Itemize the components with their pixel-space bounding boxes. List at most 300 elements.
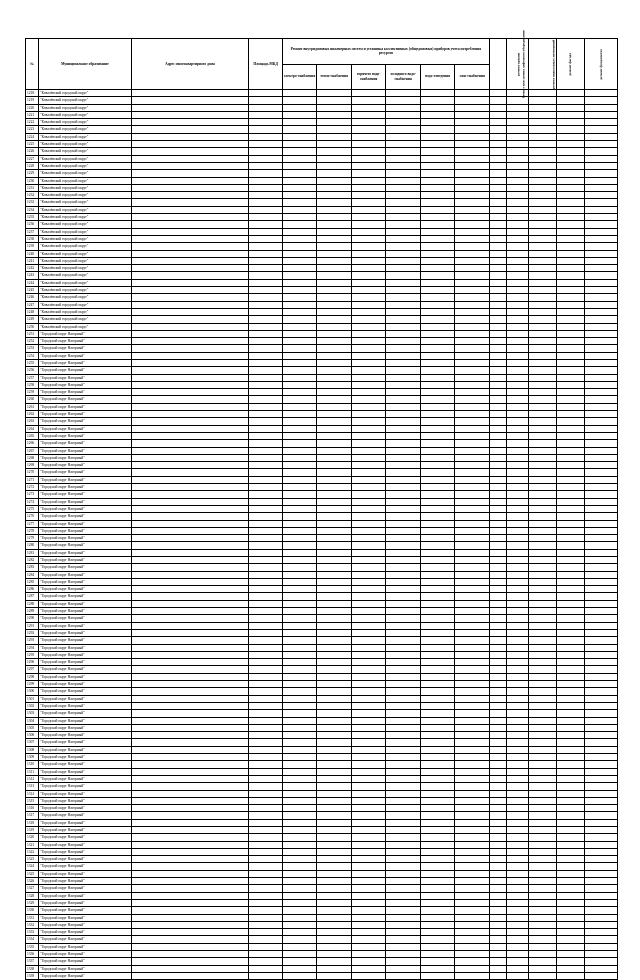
row-number: 1333 xyxy=(26,929,39,936)
row-number: 1267 xyxy=(26,447,39,454)
row-number: 1320 xyxy=(26,834,39,841)
row-gas-years xyxy=(455,330,490,337)
row-heating-years xyxy=(317,571,352,578)
row-roof-years xyxy=(507,659,528,666)
table-row xyxy=(26,97,618,104)
row-hot-water-years xyxy=(351,681,386,688)
row-sewerage-years xyxy=(420,454,455,461)
row-address xyxy=(131,797,249,804)
row-sewerage-years xyxy=(420,951,455,958)
row-facade-years xyxy=(556,644,584,651)
row-gas-years xyxy=(455,885,490,892)
row-number: 1238 xyxy=(26,235,39,242)
row-electricity-years xyxy=(282,586,317,593)
row-sewerage-years xyxy=(420,929,455,936)
row-heating-years xyxy=(317,520,352,527)
row-electricity-years xyxy=(282,972,317,979)
row-basement-years xyxy=(528,600,556,607)
row-number: 1237 xyxy=(26,228,39,235)
table-row xyxy=(26,564,618,571)
row-facade-years xyxy=(556,505,584,512)
row-heating-years xyxy=(317,710,352,717)
row-number: 1278 xyxy=(26,527,39,534)
table-body xyxy=(26,90,618,980)
row-number: 1322 xyxy=(26,848,39,855)
row-roof-years xyxy=(507,411,528,418)
row-basement-years xyxy=(528,717,556,724)
row-elevator-years xyxy=(490,381,507,388)
row-foundation-years xyxy=(585,637,618,644)
row-elevator-years xyxy=(490,389,507,396)
row-electricity-years xyxy=(282,389,317,396)
table-row xyxy=(26,899,618,906)
row-area xyxy=(249,819,283,826)
row-municipality: "Городской округ Нагорный" xyxy=(39,834,131,841)
row-cold-water-years xyxy=(386,863,421,870)
row-foundation-years xyxy=(585,907,618,914)
row-hot-water-years xyxy=(351,454,386,461)
row-roof-years xyxy=(507,637,528,644)
row-facade-years xyxy=(556,447,584,454)
row-foundation-years xyxy=(585,505,618,512)
row-roof-years xyxy=(507,805,528,812)
row-heating-years xyxy=(317,104,352,111)
row-municipality: "Городской округ Нагорный" xyxy=(39,797,131,804)
header-basement xyxy=(528,39,556,90)
row-cold-water-years xyxy=(386,812,421,819)
row-foundation-years xyxy=(585,557,618,564)
row-basement-years xyxy=(528,367,556,374)
row-heating-years xyxy=(317,381,352,388)
row-roof-years xyxy=(507,462,528,469)
row-foundation-years xyxy=(585,549,618,556)
row-foundation-years xyxy=(585,491,618,498)
row-hot-water-years xyxy=(351,688,386,695)
header-gas: газо-снабжения xyxy=(455,64,490,90)
row-basement-years xyxy=(528,250,556,257)
row-number: 1268 xyxy=(26,454,39,461)
row-elevator-years xyxy=(490,761,507,768)
row-municipality: "Городской округ Нагорный" xyxy=(39,513,131,520)
row-municipality: "Городской округ Нагорный" xyxy=(39,841,131,848)
row-gas-years xyxy=(455,965,490,972)
row-foundation-years xyxy=(585,951,618,958)
row-gas-years xyxy=(455,287,490,294)
row-roof-years xyxy=(507,389,528,396)
row-number: 1270 xyxy=(26,469,39,476)
row-address xyxy=(131,287,249,294)
row-electricity-years xyxy=(282,308,317,315)
row-basement-years xyxy=(528,542,556,549)
row-number: 1305 xyxy=(26,724,39,731)
table-row xyxy=(26,491,618,498)
table-row xyxy=(26,294,618,301)
row-area xyxy=(249,432,283,439)
row-basement-years xyxy=(528,491,556,498)
row-electricity-years xyxy=(282,878,317,885)
row-foundation-years xyxy=(585,287,618,294)
row-hot-water-years xyxy=(351,936,386,943)
row-foundation-years xyxy=(585,542,618,549)
row-cold-water-years xyxy=(386,257,421,264)
row-electricity-years xyxy=(282,520,317,527)
row-basement-years xyxy=(528,111,556,118)
row-elevator-years xyxy=(490,250,507,257)
row-elevator-years xyxy=(490,345,507,352)
row-heating-years xyxy=(317,505,352,512)
table-row xyxy=(26,352,618,359)
row-facade-years xyxy=(556,593,584,600)
row-sewerage-years xyxy=(420,943,455,950)
row-area xyxy=(249,418,283,425)
row-basement-years xyxy=(528,155,556,162)
row-cold-water-years xyxy=(386,454,421,461)
row-foundation-years xyxy=(585,571,618,578)
row-area xyxy=(249,141,283,148)
row-elevator-years xyxy=(490,141,507,148)
row-municipality: "Ковалёвский городской округ" xyxy=(39,177,131,184)
row-municipality: "Городской округ Нагорный" xyxy=(39,870,131,877)
row-sewerage-years xyxy=(420,316,455,323)
row-address xyxy=(131,367,249,374)
row-address xyxy=(131,301,249,308)
row-foundation-years xyxy=(585,265,618,272)
table-row xyxy=(26,688,618,695)
row-basement-years xyxy=(528,775,556,782)
table-row xyxy=(26,104,618,111)
row-heating-years xyxy=(317,454,352,461)
row-elevator-years xyxy=(490,243,507,250)
row-municipality: "Городской округ Нагорный" xyxy=(39,571,131,578)
row-facade-years xyxy=(556,330,584,337)
row-heating-years xyxy=(317,447,352,454)
row-sewerage-years xyxy=(420,440,455,447)
row-sewerage-years xyxy=(420,403,455,410)
row-foundation-years xyxy=(585,111,618,118)
row-area xyxy=(249,958,283,965)
row-gas-years xyxy=(455,162,490,169)
row-sewerage-years xyxy=(420,754,455,761)
row-foundation-years xyxy=(585,381,618,388)
header-facade-label: ремонт фасада xyxy=(568,52,573,76)
table-row xyxy=(26,359,618,366)
row-area xyxy=(249,403,283,410)
row-cold-water-years xyxy=(386,104,421,111)
table-row xyxy=(26,754,618,761)
row-roof-years xyxy=(507,812,528,819)
row-facade-years xyxy=(556,403,584,410)
row-facade-years xyxy=(556,783,584,790)
row-elevator-years xyxy=(490,564,507,571)
row-cold-water-years xyxy=(386,899,421,906)
table-row xyxy=(26,432,618,439)
row-number: 1323 xyxy=(26,856,39,863)
row-electricity-years xyxy=(282,797,317,804)
row-sewerage-years xyxy=(420,505,455,512)
row-number: 1266 xyxy=(26,440,39,447)
row-hot-water-years xyxy=(351,921,386,928)
row-cold-water-years xyxy=(386,155,421,162)
row-heating-years xyxy=(317,338,352,345)
row-basement-years xyxy=(528,192,556,199)
row-hot-water-years xyxy=(351,557,386,564)
row-address xyxy=(131,359,249,366)
row-area xyxy=(249,812,283,819)
table-row xyxy=(26,834,618,841)
row-facade-years xyxy=(556,951,584,958)
row-basement-years xyxy=(528,914,556,921)
row-hot-water-years xyxy=(351,345,386,352)
row-area xyxy=(249,600,283,607)
row-number: 1290 xyxy=(26,615,39,622)
row-cold-water-years xyxy=(386,323,421,330)
row-area xyxy=(249,622,283,629)
row-address xyxy=(131,659,249,666)
row-cold-water-years xyxy=(386,265,421,272)
row-municipality: "Городской округ Нагорный" xyxy=(39,359,131,366)
row-gas-years xyxy=(455,221,490,228)
row-municipality: "Ковалёвский городской округ" xyxy=(39,250,131,257)
table-row xyxy=(26,870,618,877)
row-electricity-years xyxy=(282,812,317,819)
row-elevator-years xyxy=(490,870,507,877)
table-row xyxy=(26,695,618,702)
row-roof-years xyxy=(507,527,528,534)
row-electricity-years xyxy=(282,148,317,155)
row-electricity-years xyxy=(282,746,317,753)
row-number: 1301 xyxy=(26,695,39,702)
row-municipality: "Ковалёвский городской округ" xyxy=(39,206,131,213)
row-area xyxy=(249,323,283,330)
row-facade-years xyxy=(556,797,584,804)
row-basement-years xyxy=(528,578,556,585)
row-municipality: "Городской округ Нагорный" xyxy=(39,732,131,739)
row-number: 1259 xyxy=(26,389,39,396)
row-cold-water-years xyxy=(386,695,421,702)
table-row xyxy=(26,542,618,549)
row-number: 1256 xyxy=(26,367,39,374)
row-area xyxy=(249,593,283,600)
row-roof-years xyxy=(507,841,528,848)
row-gas-years xyxy=(455,826,490,833)
row-gas-years xyxy=(455,775,490,782)
row-hot-water-years xyxy=(351,899,386,906)
row-basement-years xyxy=(528,892,556,899)
table-row xyxy=(26,819,618,826)
row-electricity-years xyxy=(282,929,317,936)
row-basement-years xyxy=(528,571,556,578)
row-facade-years xyxy=(556,914,584,921)
row-gas-years xyxy=(455,359,490,366)
row-facade-years xyxy=(556,272,584,279)
row-facade-years xyxy=(556,608,584,615)
row-heating-years xyxy=(317,294,352,301)
row-elevator-years xyxy=(490,666,507,673)
table-row xyxy=(26,761,618,768)
row-area xyxy=(249,695,283,702)
row-cold-water-years xyxy=(386,316,421,323)
row-gas-years xyxy=(455,133,490,140)
row-hot-water-years xyxy=(351,651,386,658)
row-municipality: "Городской округ Нагорный" xyxy=(39,666,131,673)
row-number: 1263 xyxy=(26,418,39,425)
row-facade-years xyxy=(556,921,584,928)
row-foundation-years xyxy=(585,177,618,184)
row-heating-years xyxy=(317,359,352,366)
row-foundation-years xyxy=(585,484,618,491)
row-foundation-years xyxy=(585,724,618,731)
row-municipality: "Ковалёвский городской округ" xyxy=(39,104,131,111)
row-hot-water-years xyxy=(351,783,386,790)
row-facade-years xyxy=(556,440,584,447)
row-cold-water-years xyxy=(386,951,421,958)
row-facade-years xyxy=(556,929,584,936)
row-foundation-years xyxy=(585,615,618,622)
row-elevator-years xyxy=(490,943,507,950)
row-foundation-years xyxy=(585,797,618,804)
row-foundation-years xyxy=(585,688,618,695)
row-sewerage-years xyxy=(420,257,455,264)
row-electricity-years xyxy=(282,403,317,410)
row-roof-years xyxy=(507,768,528,775)
row-sewerage-years xyxy=(420,476,455,483)
row-cold-water-years xyxy=(386,586,421,593)
row-number: 1239 xyxy=(26,243,39,250)
row-address xyxy=(131,951,249,958)
row-hot-water-years xyxy=(351,578,386,585)
row-municipality: "Ковалёвский городской округ" xyxy=(39,228,131,235)
row-facade-years xyxy=(556,345,584,352)
row-elevator-years xyxy=(490,403,507,410)
row-heating-years xyxy=(317,724,352,731)
row-elevator-years xyxy=(490,659,507,666)
row-number: 1276 xyxy=(26,513,39,520)
row-electricity-years xyxy=(282,965,317,972)
row-basement-years xyxy=(528,272,556,279)
row-number: 1319 xyxy=(26,826,39,833)
row-area xyxy=(249,797,283,804)
row-basement-years xyxy=(528,498,556,505)
row-basement-years xyxy=(528,389,556,396)
row-elevator-years xyxy=(490,746,507,753)
row-municipality: "Городской округ Нагорный" xyxy=(39,345,131,352)
row-address xyxy=(131,907,249,914)
row-address xyxy=(131,761,249,768)
row-sewerage-years xyxy=(420,221,455,228)
row-number: 1283 xyxy=(26,564,39,571)
row-sewerage-years xyxy=(420,863,455,870)
row-heating-years xyxy=(317,943,352,950)
row-electricity-years xyxy=(282,199,317,206)
row-sewerage-years xyxy=(420,885,455,892)
row-elevator-years xyxy=(490,513,507,520)
table-row xyxy=(26,681,618,688)
row-roof-years xyxy=(507,863,528,870)
row-roof-years xyxy=(507,513,528,520)
row-address xyxy=(131,279,249,286)
row-number: 1285 xyxy=(26,578,39,585)
row-elevator-years xyxy=(490,104,507,111)
row-heating-years xyxy=(317,418,352,425)
row-number: 1227 xyxy=(26,155,39,162)
row-facade-years xyxy=(556,564,584,571)
row-basement-years xyxy=(528,257,556,264)
row-sewerage-years xyxy=(420,411,455,418)
row-address xyxy=(131,155,249,162)
row-basement-years xyxy=(528,148,556,155)
row-number: 1233 xyxy=(26,199,39,206)
row-roof-years xyxy=(507,586,528,593)
row-facade-years xyxy=(556,732,584,739)
header-foundation-label: ремонт фундамента xyxy=(598,48,603,80)
row-basement-years xyxy=(528,593,556,600)
row-municipality: "Ковалёвский городской округ" xyxy=(39,287,131,294)
row-municipality: "Городской округ Нагорный" xyxy=(39,476,131,483)
row-number: 1307 xyxy=(26,739,39,746)
row-municipality: "Городской округ Нагорный" xyxy=(39,491,131,498)
row-cold-water-years xyxy=(386,184,421,191)
row-sewerage-years xyxy=(420,272,455,279)
row-number: 1296 xyxy=(26,659,39,666)
row-address xyxy=(131,381,249,388)
row-facade-years xyxy=(556,600,584,607)
row-elevator-years xyxy=(490,170,507,177)
row-sewerage-years xyxy=(420,936,455,943)
row-area xyxy=(249,184,283,191)
row-elevator-years xyxy=(490,148,507,155)
row-area xyxy=(249,644,283,651)
row-foundation-years xyxy=(585,359,618,366)
row-address xyxy=(131,899,249,906)
row-electricity-years xyxy=(282,739,317,746)
row-roof-years xyxy=(507,622,528,629)
row-roof-years xyxy=(507,359,528,366)
row-number: 1251 xyxy=(26,330,39,337)
row-sewerage-years xyxy=(420,228,455,235)
row-address xyxy=(131,440,249,447)
table-row xyxy=(26,651,618,658)
row-basement-years xyxy=(528,870,556,877)
row-heating-years xyxy=(317,177,352,184)
row-hot-water-years xyxy=(351,323,386,330)
row-area xyxy=(249,615,283,622)
row-municipality: "Городской округ Нагорный" xyxy=(39,644,131,651)
row-facade-years xyxy=(556,943,584,950)
row-address xyxy=(131,885,249,892)
row-hot-water-years xyxy=(351,126,386,133)
row-municipality: "Городской округ Нагорный" xyxy=(39,586,131,593)
row-address xyxy=(131,97,249,104)
row-foundation-years xyxy=(585,148,618,155)
row-sewerage-years xyxy=(420,287,455,294)
row-sewerage-years xyxy=(420,695,455,702)
row-electricity-years xyxy=(282,381,317,388)
row-facade-years xyxy=(556,287,584,294)
row-roof-years xyxy=(507,972,528,979)
row-municipality: "Городской округ Нагорный" xyxy=(39,542,131,549)
row-elevator-years xyxy=(490,951,507,958)
row-electricity-years xyxy=(282,600,317,607)
row-foundation-years xyxy=(585,462,618,469)
row-roof-years xyxy=(507,629,528,636)
row-gas-years xyxy=(455,958,490,965)
row-cold-water-years xyxy=(386,119,421,126)
row-sewerage-years xyxy=(420,520,455,527)
row-hot-water-years xyxy=(351,929,386,936)
row-heating-years xyxy=(317,761,352,768)
row-gas-years xyxy=(455,308,490,315)
row-hot-water-years xyxy=(351,615,386,622)
